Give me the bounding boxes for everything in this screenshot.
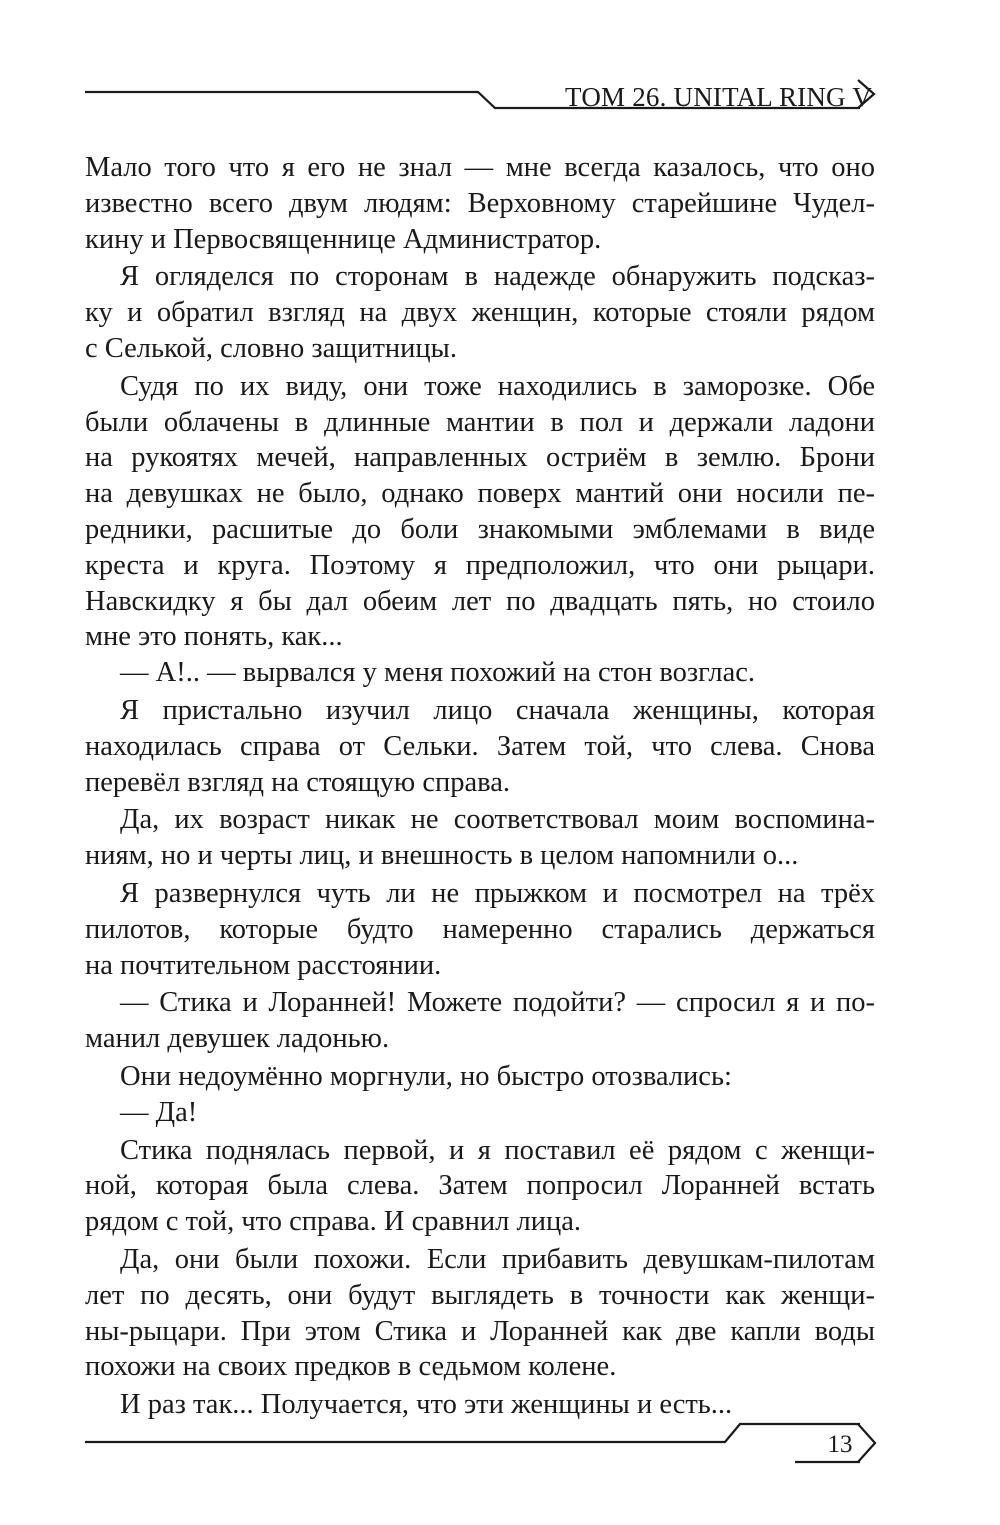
text-line: Я пристально изучил лицо сначала женщины, которая [120,694,875,726]
text-line: Да, они были похожи. Если прибавить девушкам-пилотам [120,1243,875,1275]
text-line: ны-рыцари. При этом Стика и Лоранней как две капли воды [85,1315,875,1347]
text-line: — Стика и Лоранней! Можете подойти? — спросил я и по- [120,987,875,1019]
text-line: мне это понять, как... [85,621,343,653]
running-title: ТОМ 26. UNITAL RING V [565,82,872,112]
text-line: на девушках не было, однако поверх мантий они носили пе- [85,478,875,510]
text-line: Они недоумённо моргнули, но быстро отозвались: [120,1060,732,1092]
body-text [85,150,875,1423]
text-line: с Селькой, словно защитницы. [85,332,457,364]
text-line: перевёл взгляд на стоящую справа. [85,766,511,798]
text-line: И раз так... Получается, что эти женщины и есть... [120,1389,733,1421]
text-line: Судя по их виду, они тоже находились в заморозке. Обе [120,370,875,402]
page-number: 13 [827,1431,853,1458]
text-line: лет по десять, они будут выглядеть в точности как женщи- [85,1279,875,1311]
text-line: креста и круга. Поэтому я предположил, что они рыцари. [85,549,875,581]
text-line: ку и обратил взгляд на двух женщин, которые стояли рядом [85,297,875,329]
text-line: ниям, но и черты лиц, и внешность в целом напомнили о... [85,840,799,872]
text-line: манил девушек ладонью. [85,1023,390,1055]
text-line: рядом с той, что справа. И сравнил лица. [85,1206,581,1238]
text-line: — А!.. — вырвался у меня похожий на стон возглас. [120,657,756,689]
text-line: кину и Первосвященнице Администратор. [85,223,602,255]
text-line: известно всего двум людям: Верховному старейшине Чудел- [85,187,875,219]
text-line: Мало того что я его не знал — мне всегда казалось, что оно [85,152,875,183]
text-line: пилотов, которые будто намеренно старались держаться [85,913,875,945]
text-line: находилась справа от Сельки. Затем той, что слева. Снова [85,730,875,762]
text-line: были облачены в длинные мантии в пол и держали ладони [85,406,875,438]
text-line: Стика поднялась первой, и я поставил её рядом с женщи- [120,1134,875,1166]
text-line: Да, их возраст никак не соответствовал моим воспомина- [120,804,875,836]
text-line: Навскидку я бы дал обеим лет по двадцать пять, но стоило [85,585,875,617]
text-line: редники, расшитые до боли знакомыми эмблемами в виде [85,513,875,545]
text-line: на почтительном расстоянии. [85,949,442,981]
text-line: Я огляделся по сторонам в надежде обнаружить подсказ- [120,261,875,293]
text-line: — Да! [120,1096,198,1128]
text-line: на рукоятях мечей, направленных остриём в землю. Брони [85,442,875,474]
text-line: Я развернулся чуть ли не прыжком и посмотрел на трёх [120,877,875,909]
text-line: ной, которая была слева. Затем попросил Лоранней встать [85,1170,875,1202]
text-line: похожи на своих предков в седьмом колене. [85,1351,617,1383]
